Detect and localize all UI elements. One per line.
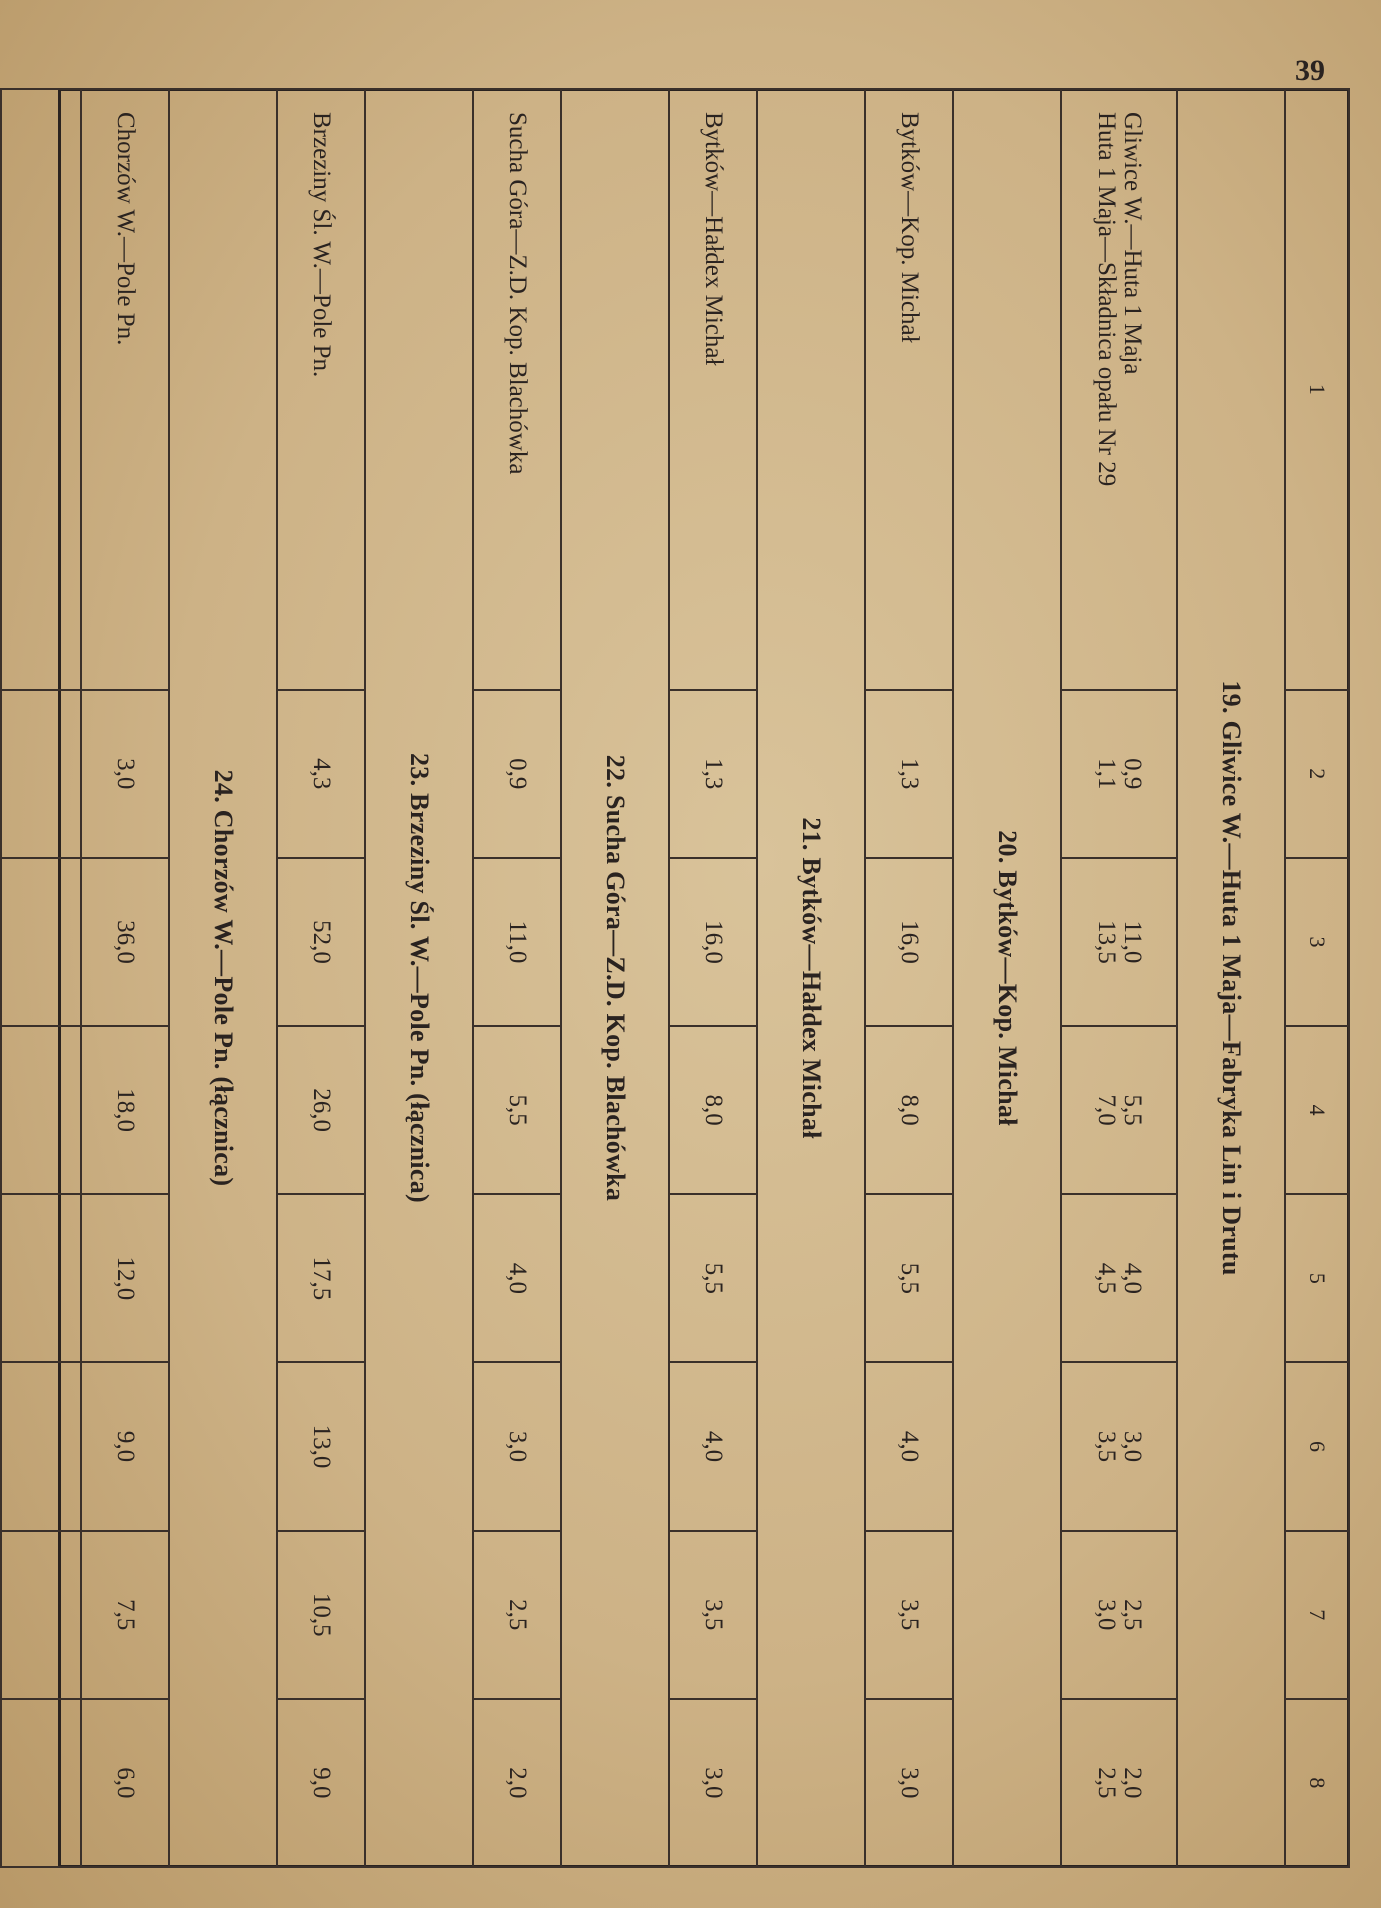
value-cell: 7,5 bbox=[81, 1531, 169, 1699]
section-title: 24. Chorzów W.—Pole Pn. (łącznica) bbox=[169, 89, 277, 1867]
value-cell: 2,0 bbox=[473, 1699, 561, 1867]
route-name: Gliwice W.—Huta 1 Maja bbox=[1119, 112, 1147, 375]
value: 3,0 bbox=[1119, 1430, 1147, 1463]
value-cell: 6,0 bbox=[81, 1699, 169, 1867]
value-cell: 5,5 bbox=[473, 1026, 561, 1194]
value-cell: 8,0 bbox=[865, 1026, 953, 1194]
table-row bbox=[865, 89, 953, 1867]
section-heading-row bbox=[953, 89, 1061, 1867]
value-cell: 18,0 bbox=[81, 1026, 169, 1194]
value-cell: 2,5 bbox=[473, 1531, 561, 1699]
value-cell: 11,0 bbox=[473, 858, 561, 1026]
value-cell: 0,9 bbox=[473, 690, 561, 858]
value-cell: 5,5 bbox=[669, 1194, 757, 1362]
value-cell: 16,0 bbox=[669, 858, 757, 1026]
value: 7,0 bbox=[1093, 1094, 1120, 1126]
value-cell: 16,0 bbox=[865, 858, 953, 1026]
value-cell: 12,0 bbox=[81, 1194, 169, 1362]
value-cell: 4,0 bbox=[669, 1362, 757, 1530]
table-row bbox=[1061, 89, 1177, 1867]
section-title: 20. Bytków—Kop. Michał bbox=[953, 89, 1061, 1867]
value-cell: 52,0 bbox=[277, 858, 365, 1026]
value: 4,5 bbox=[1093, 1262, 1120, 1294]
page-number: 39 bbox=[1295, 54, 1325, 87]
column-header: 3 bbox=[1285, 858, 1349, 1026]
value-cell: 3,0 bbox=[473, 1362, 561, 1530]
section-heading-row bbox=[561, 89, 669, 1867]
value-cell: 3,0 bbox=[81, 690, 169, 858]
table-row bbox=[669, 89, 757, 1867]
route-name: Brzeziny Śl. W.—Pole Pn. bbox=[277, 89, 365, 690]
section-title: 22. Sucha Góra—Z.D. Kop. Blachówka bbox=[561, 89, 669, 1867]
value-cell: 13,0 bbox=[277, 1362, 365, 1530]
value-cell bbox=[1061, 858, 1177, 1026]
column-header: 5 bbox=[1285, 1194, 1349, 1362]
value-cell bbox=[1061, 690, 1177, 858]
value-cell: 36,0 bbox=[81, 858, 169, 1026]
section-title: 23. Brzeziny Śl. W.—Pole Pn. (łącznica) bbox=[365, 89, 473, 1867]
value: 13,5 bbox=[1093, 920, 1120, 964]
table-row bbox=[277, 89, 365, 1867]
value-cell: 17,5 bbox=[277, 1194, 365, 1362]
section-title: 19. Gliwice W.—Huta 1 Maja—Fabryka Lin i Drutu bbox=[1177, 89, 1285, 1867]
value-cell: 3,0 bbox=[865, 1699, 953, 1867]
section-heading-row bbox=[1177, 89, 1285, 1867]
value-cell: 9,0 bbox=[277, 1699, 365, 1867]
rotated-table-wrapper bbox=[58, 88, 1350, 1868]
empty-row bbox=[1, 89, 81, 1867]
value: 11,0 bbox=[1119, 920, 1147, 964]
column-header: 7 bbox=[1285, 1531, 1349, 1699]
value-cell: 1,3 bbox=[669, 690, 757, 858]
table-row bbox=[81, 89, 169, 1867]
value-cell bbox=[1061, 1026, 1177, 1194]
value: 2,5 bbox=[1119, 1599, 1147, 1631]
section-heading-row bbox=[169, 89, 277, 1867]
value-cell: 5,5 bbox=[865, 1194, 953, 1362]
value-cell: 4,0 bbox=[473, 1194, 561, 1362]
route-name: Huta 1 Maja—Składnica opału Nr 29 bbox=[1093, 112, 1120, 487]
section-title: 21. Bytków—Hałdex Michał bbox=[757, 89, 865, 1867]
value-cell: 1,3 bbox=[865, 690, 953, 858]
value: 1,1 bbox=[1093, 758, 1120, 790]
table-row bbox=[473, 89, 561, 1867]
value: 5,5 bbox=[1119, 1094, 1147, 1126]
column-header: 6 bbox=[1285, 1362, 1349, 1530]
value-cell: 3,0 bbox=[669, 1699, 757, 1867]
value: 2,0 bbox=[1119, 1767, 1147, 1799]
value: 0,9 bbox=[1119, 758, 1147, 790]
value-cell: 4,0 bbox=[865, 1362, 953, 1530]
value: 3,0 bbox=[1093, 1599, 1120, 1631]
value-cell: 3,5 bbox=[669, 1531, 757, 1699]
value-cell: 8,0 bbox=[669, 1026, 757, 1194]
header-row bbox=[1285, 89, 1349, 1867]
route-name: Bytków—Kop. Michał bbox=[865, 89, 953, 690]
column-header: 4 bbox=[1285, 1026, 1349, 1194]
value-cell bbox=[1061, 1362, 1177, 1530]
route-name: Bytków—Hałdex Michał bbox=[669, 89, 757, 690]
value-cell: 3,5 bbox=[865, 1531, 953, 1699]
value-cell: 9,0 bbox=[81, 1362, 169, 1530]
tariff-table bbox=[0, 88, 1350, 1868]
value-cell: 10,5 bbox=[277, 1531, 365, 1699]
column-header: 8 bbox=[1285, 1699, 1349, 1867]
value: 2,5 bbox=[1093, 1767, 1120, 1799]
value-cell bbox=[1061, 1194, 1177, 1362]
route-name: Chorzów W.—Pole Pn. bbox=[81, 89, 169, 690]
section-heading-row bbox=[365, 89, 473, 1867]
route-name-cell bbox=[1061, 89, 1177, 690]
value: 4,0 bbox=[1119, 1262, 1147, 1294]
value-cell: 26,0 bbox=[277, 1026, 365, 1194]
value: 3,5 bbox=[1093, 1430, 1120, 1463]
column-header: 1 bbox=[1285, 89, 1349, 690]
column-header: 2 bbox=[1285, 690, 1349, 858]
value-cell: 4,3 bbox=[277, 690, 365, 858]
value-cell bbox=[1061, 1699, 1177, 1867]
route-name: Sucha Góra—Z.D. Kop. Blachówka bbox=[473, 89, 561, 690]
section-heading-row bbox=[757, 89, 865, 1867]
value-cell bbox=[1061, 1531, 1177, 1699]
